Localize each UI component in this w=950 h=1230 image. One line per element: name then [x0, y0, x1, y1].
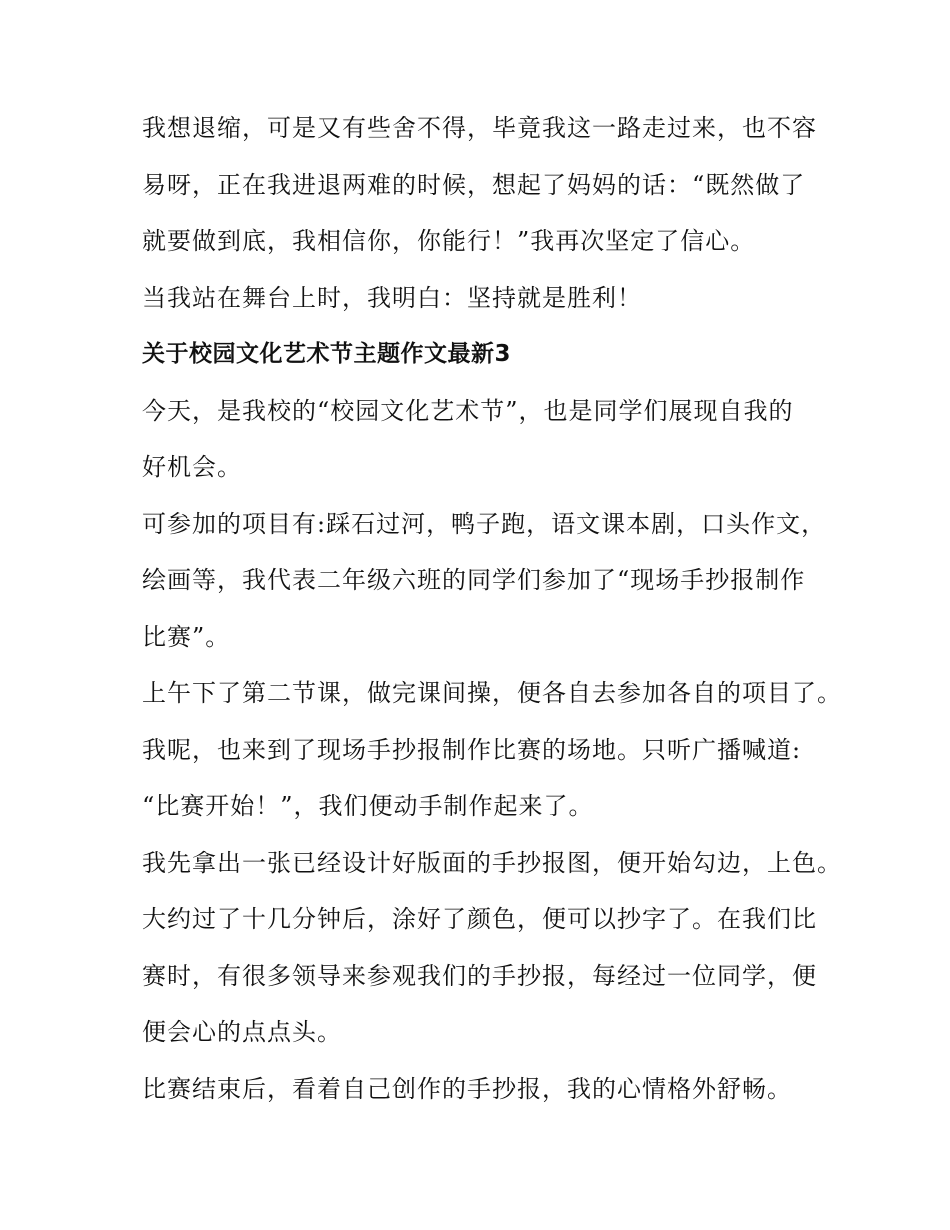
text-line: 今天，是我校的“校园文化艺术节”，也是同学们展现自我的 — [142, 396, 794, 425]
text-line: 比赛”。 — [142, 622, 231, 651]
text-line: 就要做到底，我相信你，你能行！”我再次坚定了信心。 — [142, 227, 756, 255]
text-line: 绘画等，我代表二年级六班的同学们参加了“现场手抄报制作 — [142, 566, 806, 594]
document-body — [142, 108, 842, 1125]
text-line: 便会心的点点头。 — [142, 1018, 342, 1046]
text-line: 我呢，也来到了现场手抄报制作比赛的场地。只听广播喊道: — [142, 735, 802, 764]
text-line: 我先拿出一张已经设计好版面的手抄报图，便开始勾边，上色。 — [142, 848, 842, 877]
text-line: 当我站在舞台上时，我明白：坚持就是胜利！ — [142, 283, 642, 312]
text-line: “比赛开始！”，我们便动手制作起来了。 — [142, 792, 594, 820]
text-line: 我想退缩，可是又有些舍不得，毕竟我这一路走过来，也不容 — [142, 114, 817, 142]
text-line: 易呀，正在我进退两难的时候，想起了妈妈的话：“既然做了 — [142, 170, 806, 199]
text-line: 比赛结束后，看着自己创作的手抄报，我的心情格外舒畅。 — [142, 1074, 792, 1103]
section-heading: 关于校园文化艺术节主题作文最新3 — [142, 341, 512, 367]
text-line: 好机会。 — [142, 453, 242, 481]
text-line: 大约过了十几分钟后，涂好了颜色，便可以抄字了。在我们比 — [142, 905, 817, 933]
text-line: 赛时，有很多领导来参观我们的手抄报，每经过一位同学，便 — [142, 961, 817, 990]
text-line: 上午下了第二节课，做完课间操，便各自去参加各自的项目了。 — [142, 679, 842, 707]
text-line: 可参加的项目有:踩石过河，鸭子跑，语文课本剧，口头作文， — [142, 509, 827, 538]
